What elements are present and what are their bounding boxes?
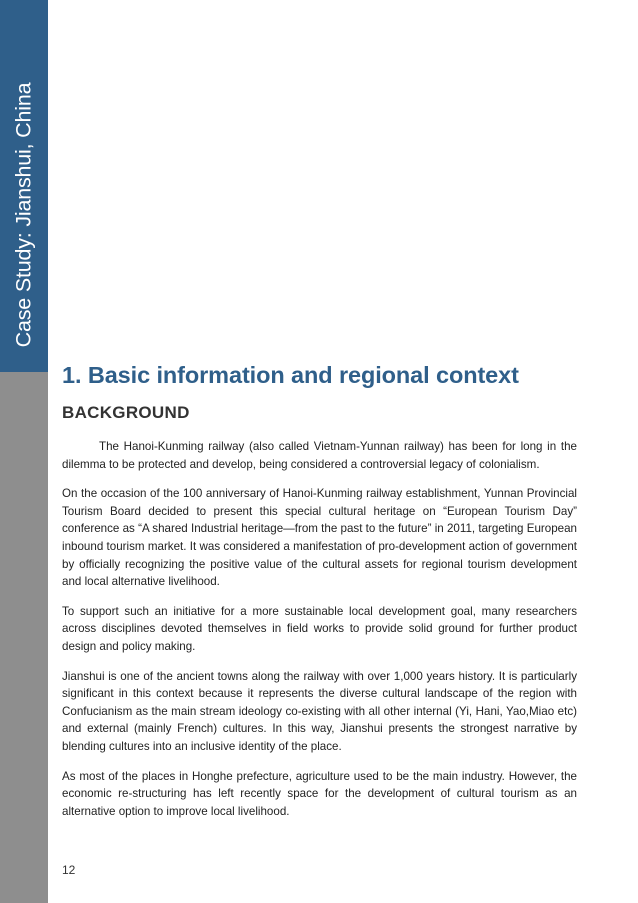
page-number: 12 bbox=[62, 863, 76, 877]
paragraph-1: The Hanoi-Kunming railway (also called Vietnam-Yunnan railway) has been for long in the dilemma to be protected and develop, being considered a controversial legacy of colonialism. bbox=[62, 440, 577, 471]
chapter-tab bbox=[0, 0, 48, 372]
paragraph-3: To support such an initiative for a more sustainable local development goal, many researchers across disciplines devoted themselves in field works to provide solid ground for further product design and policy making. bbox=[62, 604, 577, 653]
section-subheading: BACKGROUND bbox=[62, 403, 190, 422]
page-content bbox=[62, 360, 577, 832]
paragraph-4: Jianshui is one of the ancient towns along the railway with over 1,000 years history. It is particularly significant in this context because it represents the diverse cultural landscape of the region with Confucianism as the main stream ideology co-existing with all other internal (Yi, Hani, Yao,Miao etc) and external (mainly French) cultures. In this way, Jianshui presents the strongest narrative by blending cultures into an inclusive identity of the place. bbox=[62, 669, 577, 753]
paragraph-2: On the occasion of the 100 anniversary of Hanoi-Kunming railway establishment, Yunnan Provincial Tourism Board decided to present this special cultural heritage on “European Tourism Day” conference as “A shared Industrial heritage—from the past to the future” in 2011, targeting European inbound tourism market. It was considered a manifestation of pro-development action of government by officially recognizing the positive value of the cultural assets for regional tourism development and local alternative livelihood. bbox=[62, 487, 577, 589]
section-heading: 1. Basic information and regional context bbox=[62, 362, 519, 388]
paragraph-5: As most of the places in Honghe prefecture, agriculture used to be the main industry. However, the economic re-structuring has left recently space for the development of cultural tourism as an alternative option to improve local livelihood. bbox=[62, 769, 577, 818]
chapter-tab-title: Case Study: Jianshui, China bbox=[11, 82, 36, 348]
